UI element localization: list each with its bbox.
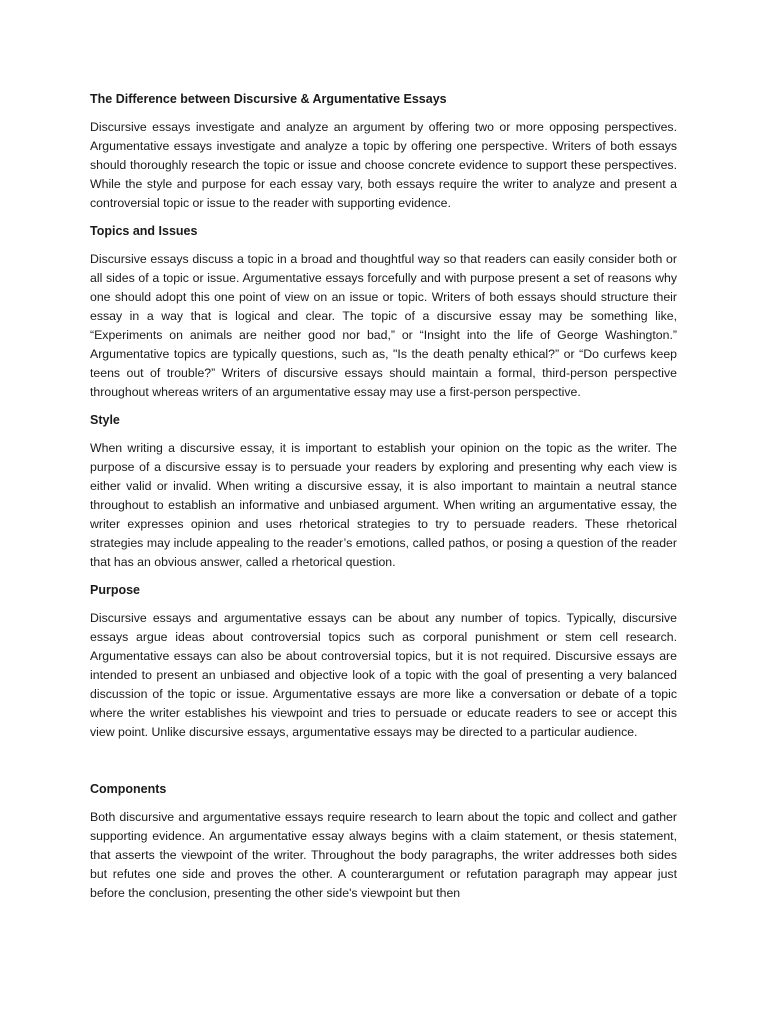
section-body-style: When writing a discursive essay, it is important to establish your opinion on the topic as the writer. The purpose of a discursive essay is to persuade your readers by exploring and presenting why each view is either valid or invalid. When writing a discursive essay, it is also important to maintain a neutral stance throughout to establish an informative and unbiased argument. When writing an argumentative essay, the writer expresses opinion and uses rhetorical strategies to try to persuade readers. These rhetorical strategies may include appealing to the reader’s emotions, called pathos, or posing a question of the reader that has an obvious answer, called a rhetorical question. <box>90 441 677 569</box>
section-body-components: Both discursive and argumentative essays require research to learn about the topic and collect and gather supporting evidence. An argumentative essay always begins with a claim statement, or thesis statement, that asserts the viewpoint of the writer. Throughout the body paragraphs, the writer addresses both sides but refutes one side and proves the other. A counterargument or refutation paragraph may appear just before the conclusion, presenting the other side's viewpoint but then <box>90 810 677 900</box>
document-page <box>90 90 677 912</box>
blank-line <box>90 751 677 780</box>
document-title: The Difference between Discursive & Argumentative Essays <box>90 92 447 106</box>
section-heading-components: Components <box>90 782 167 796</box>
section-heading-topics: Topics and Issues <box>90 224 198 238</box>
intro-paragraph: Discursive essays investigate and analyze an argument by offering two or more opposing perspectives. Argumentative essays investigate and analyze a topic by offering one perspective. Writers of both essays should thoroughly research the topic or issue and choose concrete evidence to support these perspectives. While the style and purpose for each essay vary, both essays require the writer to analyze and present a controversial topic or issue to the reader with supporting evidence. <box>90 120 677 210</box>
section-body-purpose: Discursive essays and argumentative essays can be about any number of topics. Typically, discursive essays argue ideas about controversial topics such as corporal punishment or stem cell research. Argumentative essays can also be about controversial topics, but it is not required. Discursive essays are intended to present an unbiased and objective look of a topic with the goal of presenting a very balanced discussion of the topic or issue. Argumentative essays are more like a conversation or debate of a topic where the writer establishes his viewpoint and tries to persuade or educate readers to see or accept this view point. Unlike discursive essays, argumentative essays may be directed to a particular audience. <box>90 611 677 739</box>
section-body-topics: Discursive essays discuss a topic in a broad and thoughtful way so that readers can easily consider both or all sides of a topic or issue. Argumentative essays forcefully and with purpose present a set of reasons why one should adopt this one point of view on an issue or topic. Writers of both essays should structure their essay in a way that is logical and clear. The topic of a discursive essay may be something like, “Experiments on animals are neither good nor bad,” or “Insight into the life of George Washington.” Argumentative topics are typically questions, such as, "Is the death penalty ethical?” or “Do curfews keep teens out of trouble?” Writers of discursive essays should maintain a formal, third-person perspective throughout whereas writers of an argumentative essay may use a first-person perspective. <box>90 252 677 399</box>
section-heading-purpose: Purpose <box>90 583 141 597</box>
section-heading-style: Style <box>90 413 120 427</box>
